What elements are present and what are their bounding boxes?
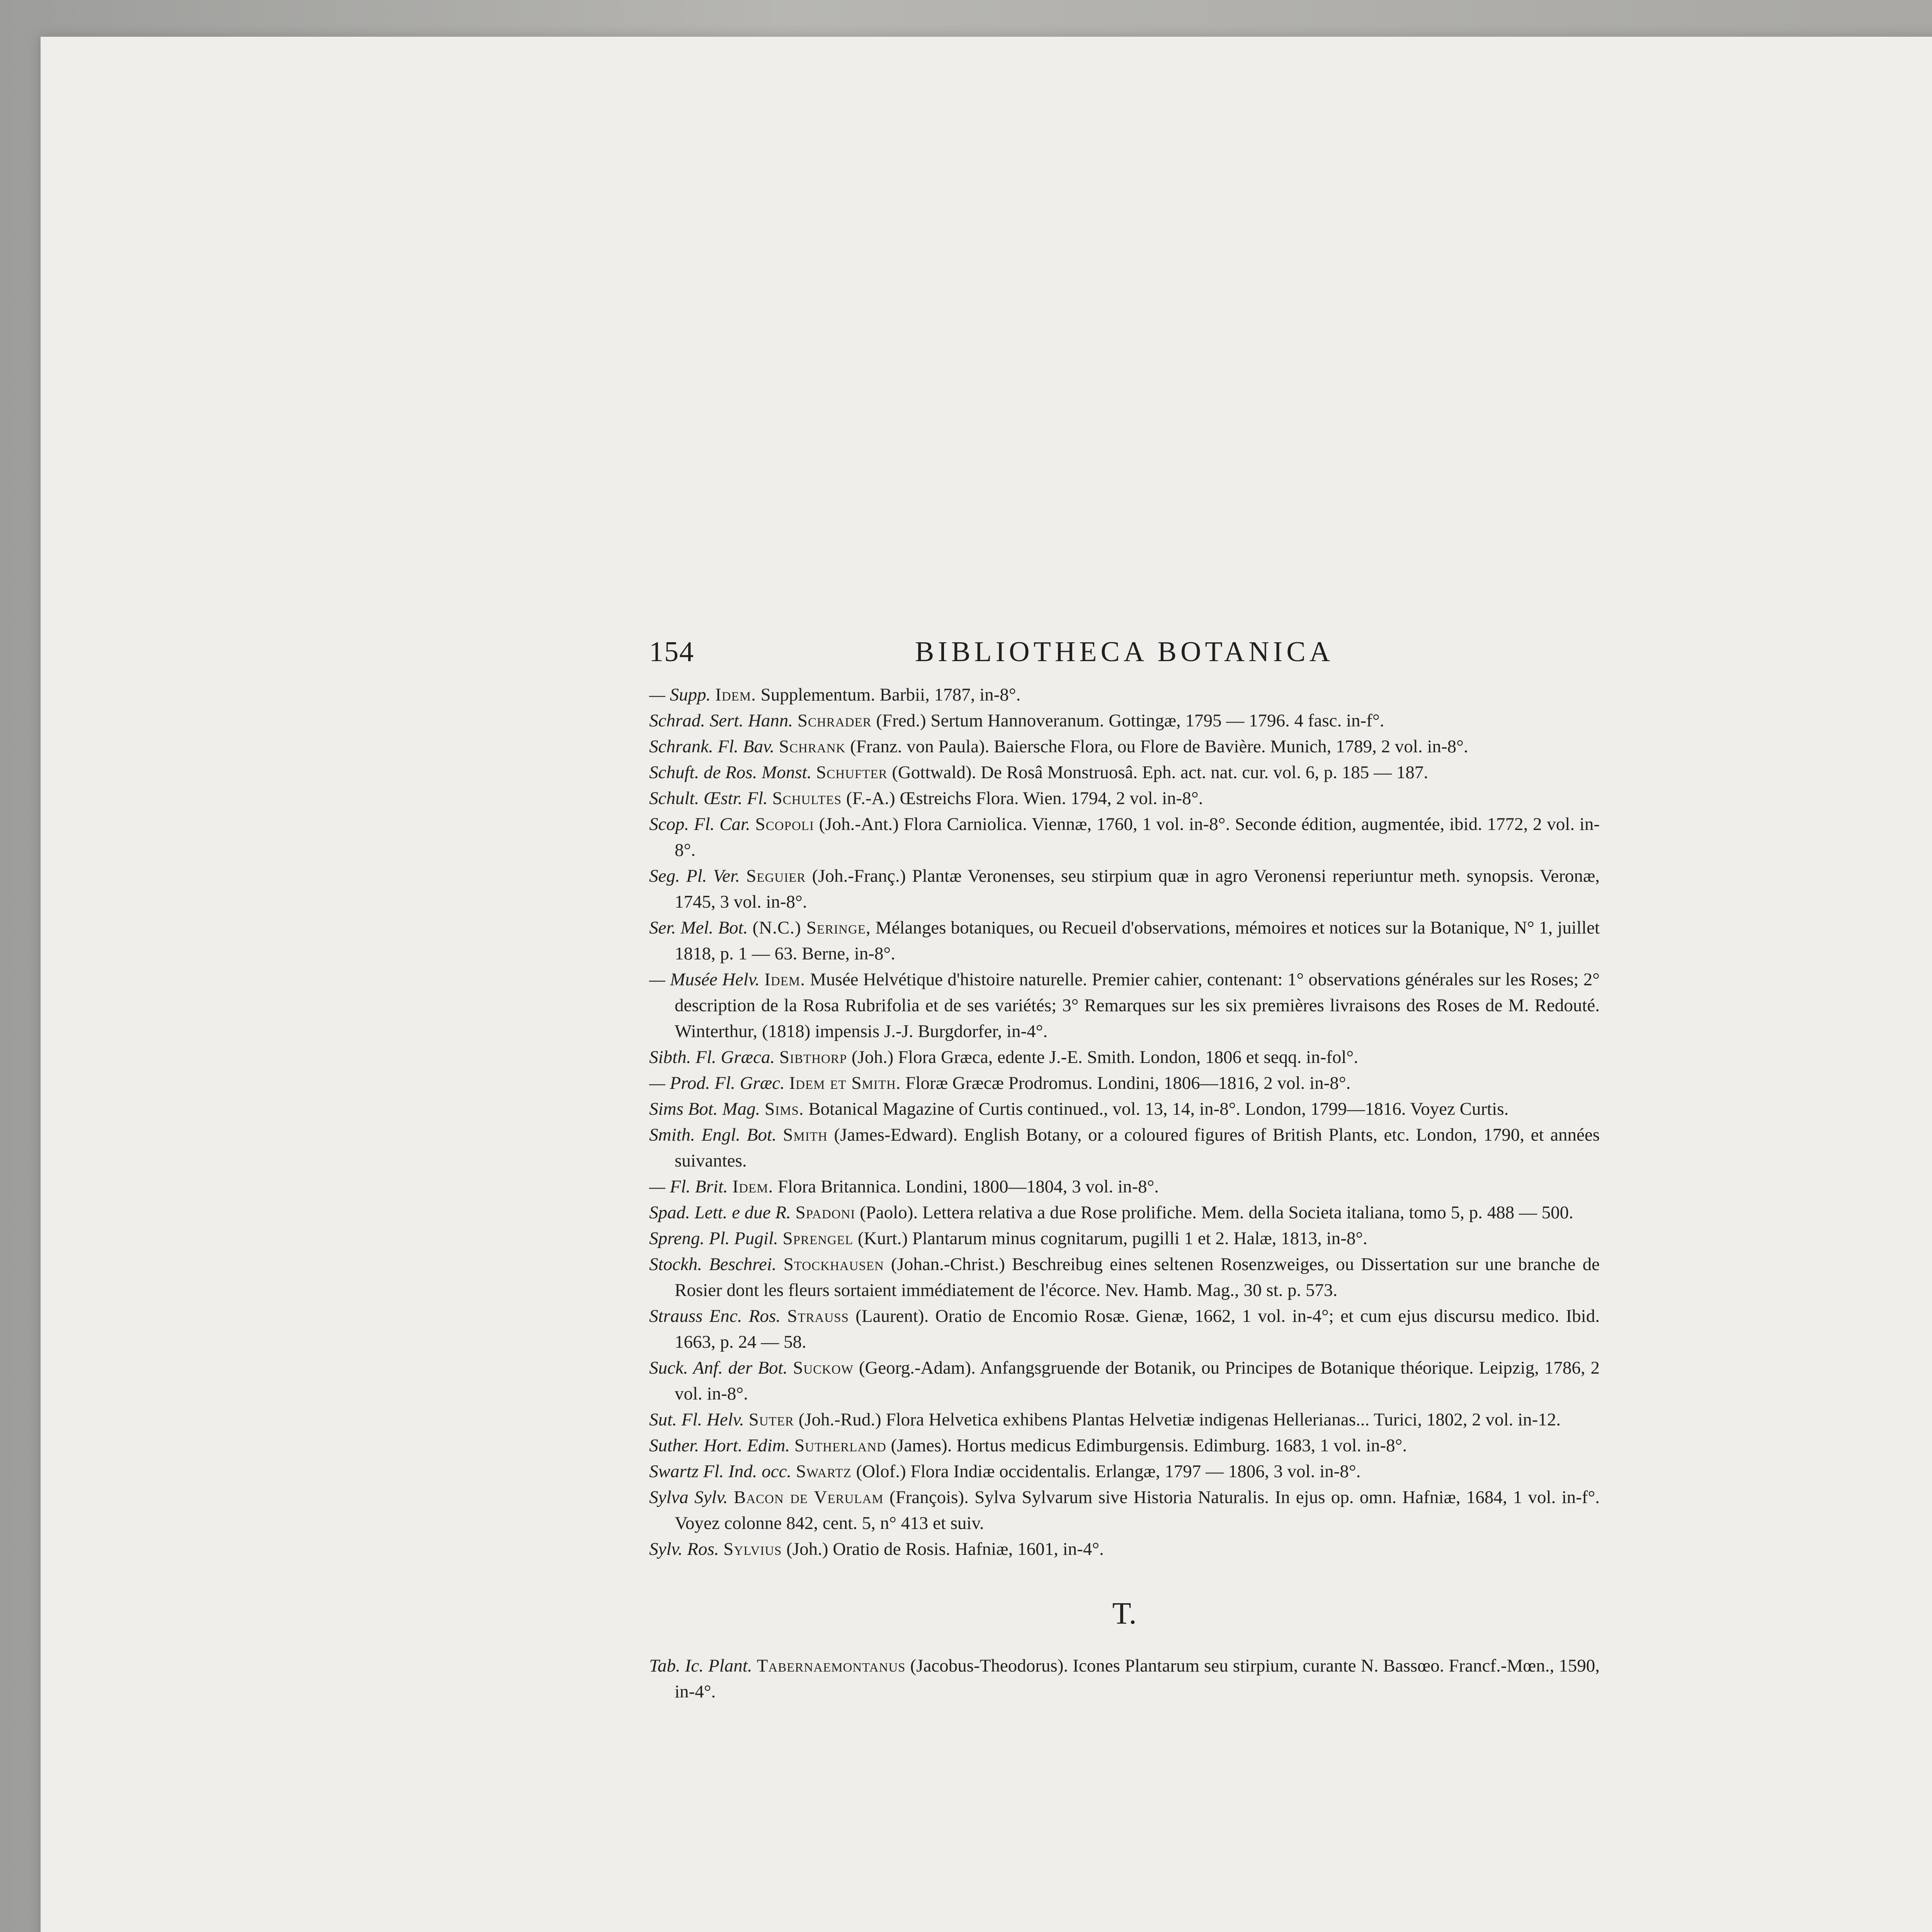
entry-abbreviation: Tab. Ic. Plant.	[649, 1656, 752, 1676]
entry-author: Schrank	[779, 736, 846, 757]
entry-author: Schufter	[816, 762, 888, 782]
bibliography-entry	[649, 1200, 1600, 1226]
entry-abbreviation: — Prod. Fl. Græc.	[649, 1073, 785, 1093]
text-block	[649, 636, 1600, 1705]
bibliography-entry	[649, 967, 1600, 1044]
running-head	[649, 636, 1600, 682]
bibliography-entry	[649, 1070, 1600, 1096]
entry-abbreviation: Smith. Engl. Bot.	[649, 1125, 777, 1145]
entry-author: Bacon de Verulam	[733, 1487, 884, 1507]
section-letter: T.	[1112, 1597, 1137, 1631]
bibliography-entry	[649, 734, 1600, 760]
bibliography-entry	[649, 1433, 1600, 1459]
entry-author: Sprengel	[782, 1228, 854, 1248]
entry-abbreviation: Sut. Fl. Helv.	[649, 1410, 744, 1430]
entry-text: (Laurent). Oratio de Encomio Rosæ. Gienæ, 1662, 1 vol. in-4°; et cum ejus discursu medico. Ibid. 1663, p. 24 — 58.	[675, 1306, 1600, 1352]
entry-abbreviation: Sylv. Ros.	[649, 1539, 719, 1559]
entry-author: Sims.	[764, 1099, 804, 1119]
entry-text: (James). Hortus medicus Edimburgensis. Edimburg. 1683, 1 vol. in-8°.	[891, 1435, 1407, 1456]
entry-author: Sylvius	[723, 1539, 782, 1559]
bibliography-entry	[649, 682, 1600, 708]
entry-text: (Joh.-Ant.) Flora Carniolica. Viennæ, 1760, 1 vol. in-8°. Seconde édition, augmentée, ibid. 1772, 2 vol. in-8°.	[675, 814, 1600, 860]
book-page	[41, 37, 1932, 1932]
bibliography-entry	[649, 863, 1600, 915]
entry-text: (Paolo). Lettera relativa a due Rose prolifiche. Mem. della Societa italiana, tomo 5, p. 488 — 500.	[860, 1202, 1573, 1223]
entry-author: (N.C.) Seringe,	[752, 918, 871, 938]
entry-text: (James-Edward). English Botany, or a coloured figures of British Plants, etc. London, 1790, et années suivantes.	[675, 1125, 1600, 1171]
page-number: 154	[649, 636, 694, 668]
entry-author: Smith	[783, 1125, 828, 1145]
entry-text: Musée Helvétique d'histoire naturelle. Premier cahier, contenant: 1° observations générales sur les Roses; 2° description de la Rosa Rubrifolia et de ses variétés; 3° Remarques sur les six premières livraisons des Roses de M. Redouté. Winterthur, (1818) impensis J.-J. Burgdorfer, in-4°.	[675, 969, 1600, 1041]
entry-abbreviation: Scop. Fl. Car.	[649, 814, 750, 834]
entry-abbreviation: Spreng. Pl. Pugil.	[649, 1228, 778, 1248]
running-title: BIBLIOTHECA BOTANICA	[915, 636, 1334, 668]
entry-author: Seguier	[746, 866, 806, 886]
entry-author: Schultes	[772, 788, 842, 808]
entry-author: Suter	[748, 1410, 794, 1430]
entry-abbreviation: Sims Bot. Mag.	[649, 1099, 760, 1119]
entry-author: Idem.	[764, 969, 805, 990]
entry-author: Strauss	[787, 1306, 849, 1326]
entry-abbreviation: Stockh. Beschrei.	[649, 1254, 777, 1274]
entry-abbreviation: Sibth. Fl. Græca.	[649, 1047, 775, 1067]
entry-author: Sutherland	[794, 1435, 886, 1456]
entry-list	[649, 682, 1600, 1562]
entry-text: Mélanges botaniques, ou Recueil d'observations, mémoires et notices sur la Botanique, N° 1, juillet 1818, p. 1 — 63. Berne, in-8°.	[675, 918, 1600, 964]
entry-text: (Fred.) Sertum Hannoveranum. Gottingæ, 1795 — 1796. 4 fasc. in-f°.	[876, 711, 1384, 731]
entry-text: Floræ Græcæ Prodromus. Londini, 1806—1816, 2 vol. in-8°.	[905, 1073, 1351, 1093]
entry-text: (Joh.-Rud.) Flora Helvetica exhibens Plantas Helvetiæ indigenas Hellerianas... Turici, 1802, 2 vol. in-12.	[798, 1410, 1561, 1430]
entry-abbreviation: — Fl. Brit.	[649, 1177, 728, 1197]
entry-text: (Jacobus-Theodorus). Icones Plantarum seu stirpium, curante N. Bassœo. Francf.-Mœn., 1590, in-4°.	[675, 1656, 1600, 1702]
bibliography-entry	[649, 1459, 1600, 1485]
entry-author: Schrader	[797, 711, 872, 731]
entry-author: Sibthorp	[779, 1047, 847, 1067]
bibliography-entry	[649, 1122, 1600, 1174]
entry-abbreviation: Spad. Lett. e due R.	[649, 1202, 791, 1223]
entry-text: (F.-A.) Œstreichs Flora. Wien. 1794, 2 vol. in-8°.	[846, 788, 1203, 808]
entry-text: Botanical Magazine of Curtis continued., vol. 13, 14, in-8°. London, 1799—1816. Voyez Curtis.	[808, 1099, 1509, 1119]
entry-author: Idem et Smith.	[789, 1073, 901, 1093]
entry-text: (Gottwald). De Rosâ Monstruosâ. Eph. act. nat. cur. vol. 6, p. 185 — 187.	[892, 762, 1428, 782]
entry-text: (François). Sylva Sylvarum sive Historia Naturalis. In ejus op. omn. Hafniæ, 1684, 1 vol. in-f°. Voyez colonne 842, cent. 5, n° 413 et suiv.	[675, 1487, 1600, 1533]
entry-text: Flora Britannica. Londini, 1800—1804, 3 vol. in-8°.	[777, 1177, 1159, 1197]
bibliography-entry	[649, 760, 1600, 786]
entry-abbreviation: Sylva Sylv.	[649, 1487, 728, 1507]
entry-text: (Johan.-Christ.) Beschreibug eines seltenen Rosenzweiges, ou Dissertation sur une branche de Rosier dont les fleurs sortaient immédiatement de l'écorce. Nev. Hamb. Mag., 30 st. p. 573.	[675, 1254, 1600, 1300]
bibliography-entry	[649, 708, 1600, 734]
entry-abbreviation: Suther. Hort. Edim.	[649, 1435, 790, 1456]
entry-abbreviation: Ser. Mel. Bot.	[649, 918, 748, 938]
entry-text: (Olof.) Flora Indiæ occidentalis. Erlangæ, 1797 — 1806, 3 vol. in-8°.	[856, 1461, 1361, 1481]
entry-abbreviation: Schult. Œstr. Fl.	[649, 788, 768, 808]
bibliography-entry	[649, 1536, 1600, 1562]
entry-text: (Franz. von Paula). Baiersche Flora, ou Flore de Bavière. Munich, 1789, 2 vol. in-8°.	[850, 736, 1468, 757]
bibliography-entry	[649, 1226, 1600, 1252]
bibliography-entry	[649, 1485, 1600, 1536]
entry-abbreviation: Schuft. de Ros. Monst.	[649, 762, 812, 782]
entry-author: Idem.	[715, 685, 756, 705]
entry-abbreviation: Swartz Fl. Ind. occ.	[649, 1461, 792, 1481]
entry-abbreviation: Schrad. Sert. Hann.	[649, 711, 793, 731]
entry-author: Spadoni	[795, 1202, 855, 1223]
entry-author: Swartz	[796, 1461, 852, 1481]
entry-text: (Joh.) Oratio de Rosis. Hafniæ, 1601, in-4°.	[786, 1539, 1104, 1559]
entry-abbreviation: — Supp.	[649, 685, 711, 705]
entry-text: Supplementum. Barbii, 1787, in-8°.	[760, 685, 1021, 705]
entry-abbreviation: Strauss Enc. Ros.	[649, 1306, 781, 1326]
bibliography-entry	[649, 1096, 1600, 1122]
bibliography-entry	[649, 786, 1600, 811]
bibliography-entry	[649, 811, 1600, 863]
entry-author: Tabernaemontanus	[757, 1656, 906, 1676]
entry-author: Stockhausen	[783, 1254, 884, 1274]
bibliography-entry	[649, 1044, 1600, 1070]
entry-text: (Joh.-Franç.) Plantæ Veronenses, seu stirpium quæ in agro Veronensi reperiuntur meth. synopsis. Veronæ, 1745, 3 vol. in-8°.	[675, 866, 1600, 912]
entry-text: (Kurt.) Plantarum minus cognitarum, pugilli 1 et 2. Halæ, 1813, in-8°.	[857, 1228, 1367, 1248]
entry-text: (Joh.) Flora Græca, edente J.-E. Smith. London, 1806 et seqq. in-fol°.	[851, 1047, 1358, 1067]
bibliography-entry	[649, 1174, 1600, 1200]
entry-abbreviation: Seg. Pl. Ver.	[649, 866, 740, 886]
entry-abbreviation: Suck. Anf. der Bot.	[649, 1358, 788, 1378]
entry-list-t	[649, 1653, 1600, 1705]
entry-author: Suckow	[793, 1358, 854, 1378]
entry-abbreviation: Schrank. Fl. Bav.	[649, 736, 775, 757]
entry-author: Scopoli	[755, 814, 814, 834]
bibliography-entry	[649, 1252, 1600, 1303]
entry-author: Idem.	[732, 1177, 774, 1197]
entry-abbreviation: — Musée Helv.	[649, 969, 760, 990]
bibliography-entry	[649, 1355, 1600, 1407]
entry-text: (Georg.-Adam). Anfangsgruende der Botanik, ou Principes de Botanique théorique. Leipzig, 1786, 2 vol. in-8°.	[675, 1358, 1600, 1404]
bibliography-entry	[649, 1653, 1600, 1705]
bibliography-entry	[649, 1303, 1600, 1355]
bibliography-entry	[649, 915, 1600, 967]
bibliography-entry	[649, 1407, 1600, 1433]
